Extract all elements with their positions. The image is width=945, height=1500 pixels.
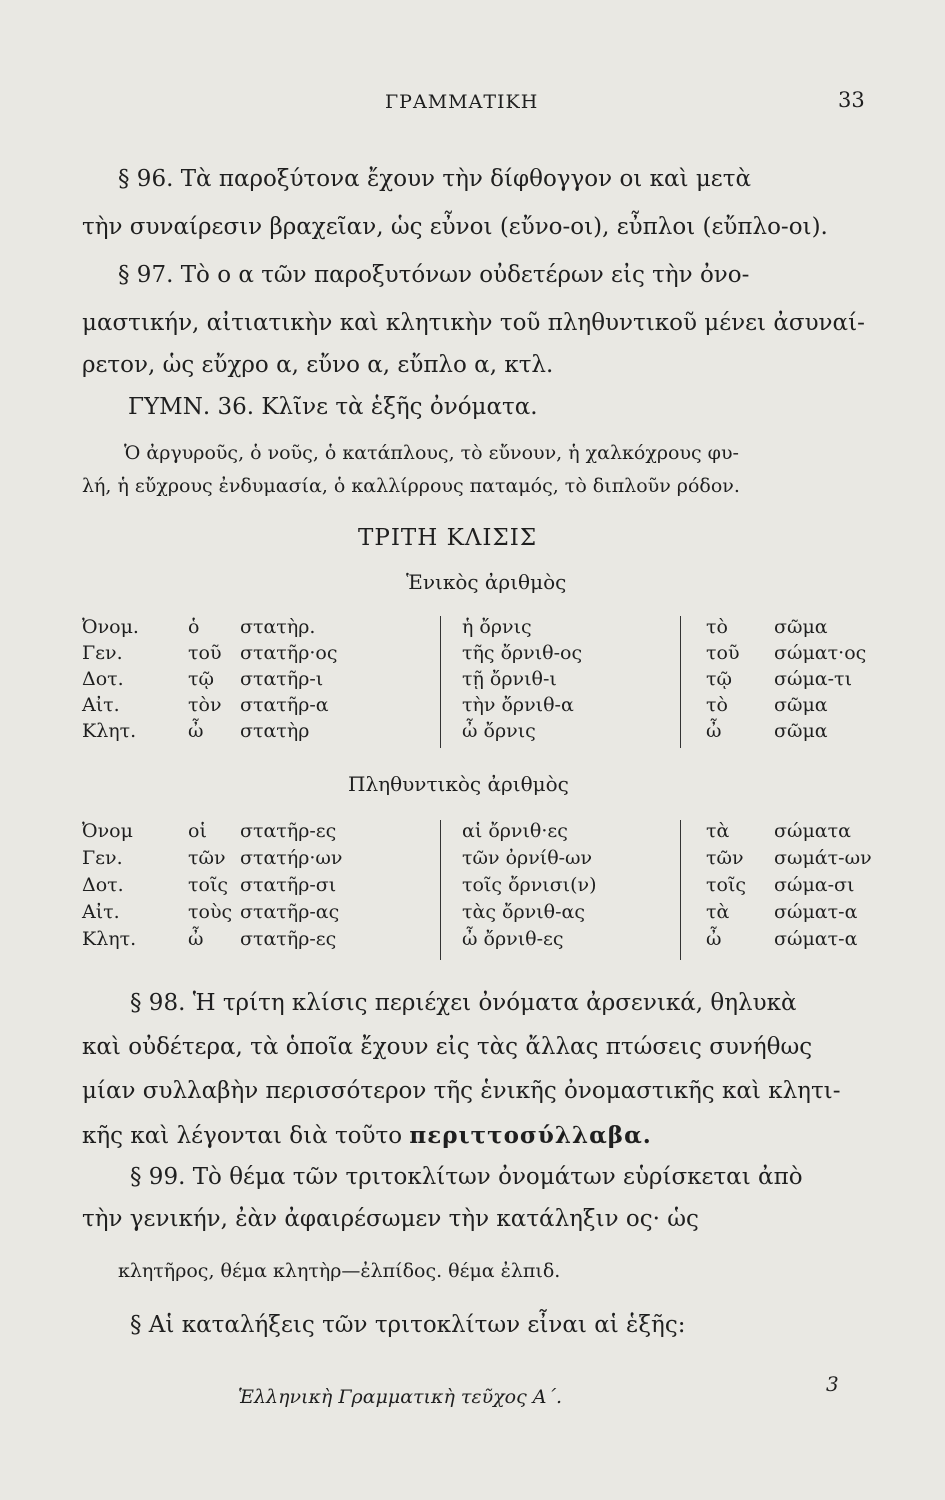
paragraph-98-line-1: § 98. Ἡ τρίτη κλίσις περιέχει ὀνόματα ἀρσενικά, θηλυκὰ bbox=[130, 990, 797, 1016]
table-cell-b: τὰς ὄρνιθ-ας bbox=[462, 901, 585, 923]
table-cell-a1: ὦ bbox=[188, 928, 204, 950]
table-cell-a2: στατήρ·ων bbox=[240, 847, 343, 869]
paragraph-97-line-3: ρετον, ὡς εὔχρο α, εὔνο α, εὔπλο α, κτλ. bbox=[82, 352, 554, 378]
table-cell-case: Δοτ. bbox=[82, 668, 124, 690]
singular-heading: Ἑνικὸς ἀριθμὸς bbox=[406, 570, 567, 594]
table-cell-a1: τοῦ bbox=[188, 642, 222, 664]
table-cell-c2: σώματ·ος bbox=[774, 642, 867, 664]
table-cell-case: Δοτ. bbox=[82, 874, 124, 896]
paragraph-99-example: κλητῆρος, θέμα κλητὴρ—ἐλπίδος. θέμα ἐλπιδ. bbox=[118, 1260, 561, 1282]
table-cell-c1: τὸ bbox=[706, 694, 728, 716]
table-cell-case: Ὀνομ. bbox=[82, 616, 139, 638]
table-cell-a2: στατὴρ bbox=[240, 720, 310, 742]
page-number: 33 bbox=[838, 88, 865, 112]
table-cell-b: τῆς ὄρνιθ-ος bbox=[462, 642, 583, 664]
table-cell-a2: στατῆρ-ι bbox=[240, 668, 324, 690]
table-cell-c2: σώμα-σι bbox=[774, 874, 855, 896]
table-cell-a2: στατῆρ·ος bbox=[240, 642, 338, 664]
footer-book-title: Ἑλληνικὴ Γραμματικὴ τεῦχος Α΄. bbox=[238, 1386, 563, 1408]
table-cell-c2: σωμάτ-ων bbox=[774, 847, 872, 869]
column-divider bbox=[440, 820, 441, 960]
table-cell-a2: στατῆρ-ες bbox=[240, 928, 337, 950]
table-cell-b: τῇ ὄρνιθ-ι bbox=[462, 668, 557, 690]
table-cell-c1: τὰ bbox=[706, 820, 730, 842]
table-cell-c1: τῶν bbox=[706, 847, 744, 869]
table-cell-c1: ὦ bbox=[706, 928, 722, 950]
table-cell-b: ὦ ὄρνιθ-ες bbox=[462, 928, 564, 950]
table-cell-case: Γεν. bbox=[82, 847, 123, 869]
table-cell-case: Κλητ. bbox=[82, 928, 137, 950]
table-cell-b: ὦ ὄρνις bbox=[462, 720, 536, 742]
table-cell-c1: τοῖς bbox=[706, 874, 747, 896]
footer-signature-mark: 3 bbox=[826, 1372, 839, 1396]
table-cell-b: τοῖς ὄρνισι(ν) bbox=[462, 874, 597, 896]
table-cell-case: Αἰτ. bbox=[82, 694, 120, 716]
table-cell-a2: στατῆρ-ας bbox=[240, 901, 340, 923]
table-cell-a2: στατῆρ-σι bbox=[240, 874, 337, 896]
table-cell-c1: ὦ bbox=[706, 720, 722, 742]
exercise-line-1: Ὁ ἀργυροῦς, ὁ νοῦς, ὁ κατάπλους, τὸ εὔνουν, ἡ χαλκόχρους φυ- bbox=[124, 442, 739, 464]
paragraph-98-line-3: μίαν συλλαβὴν περισσότερον τῆς ἑνικῆς ὀνομαστικῆς καὶ κλητι- bbox=[82, 1078, 841, 1104]
paragraph-97-line-1: § 97. Τὸ ο α τῶν παροξυτόνων οὐδετέρων εἰς τὴν ὀνο- bbox=[118, 262, 750, 288]
table-cell-c1: τὰ bbox=[706, 901, 730, 923]
plural-heading: Πληθυντικὸς ἀριθμὸς bbox=[348, 772, 569, 796]
table-cell-a1: τῶν bbox=[188, 847, 226, 869]
table-cell-c2: σῶμα bbox=[774, 720, 828, 742]
table-cell-case: Κλητ. bbox=[82, 720, 137, 742]
table-cell-c1: τὸ bbox=[706, 616, 728, 638]
table-cell-case: Αἰτ. bbox=[82, 901, 120, 923]
table-cell-a1: τοῖς bbox=[188, 874, 229, 896]
term-perittosyllaba: περιττοσύλλαβα. bbox=[409, 1122, 652, 1149]
paragraph-99-line-2: τὴν γενικήν, ἐὰν ἀφαιρέσωμεν τὴν κατάληξιν ος· ὡς bbox=[82, 1206, 699, 1232]
table-cell-b: τὴν ὄρνιθ-α bbox=[462, 694, 574, 716]
table-cell-b: τῶν ὀρνίθ-ων bbox=[462, 847, 593, 869]
paragraph-97-line-2: μαστικήν, αἰτιατικὴν καὶ κλητικὴν τοῦ πληθυντικοῦ μένει ἀσυναί- bbox=[82, 310, 865, 336]
table-cell-case: Γεν. bbox=[82, 642, 123, 664]
column-divider bbox=[680, 616, 681, 748]
table-cell-c2: σώματ-α bbox=[774, 928, 858, 950]
paragraph-98-line-2: καὶ οὐδέτερα, τὰ ὁποῖα ἔχουν εἰς τὰς ἄλλας πτώσεις συνήθως bbox=[82, 1034, 813, 1060]
table-cell-c2: σώματ-α bbox=[774, 901, 858, 923]
table-cell-c2: σῶμα bbox=[774, 616, 828, 638]
running-header: ΓΡΑΜΜΑΤΙΚΗ bbox=[385, 91, 539, 113]
table-cell-c1: τοῦ bbox=[706, 642, 740, 664]
table-cell-a1: τὸν bbox=[188, 694, 222, 716]
paragraph-96-line-1: § 96. Τὰ παροξύτονα ἔχουν τὴν δίφθογγον οι καὶ μετὰ bbox=[118, 166, 751, 192]
table-cell-b: αἱ ὄρνιθ·ες bbox=[462, 820, 568, 842]
table-cell-c2: σώματα bbox=[774, 820, 851, 842]
table-cell-a2: στατῆρ-ες bbox=[240, 820, 337, 842]
table-cell-c1: τῷ bbox=[706, 668, 733, 690]
paragraph-98-line-4-text: κῆς καὶ λέγονται διὰ τοῦτο bbox=[82, 1123, 403, 1149]
table-cell-a1: οἱ bbox=[188, 820, 207, 842]
paragraph-96-line-2: τὴν συναίρεσιν βραχεῖαν, ὡς εὖνοι (εὔνο-οι), εὖπλοι (εὔπλο-οι). bbox=[82, 214, 828, 240]
column-divider bbox=[440, 616, 441, 748]
declension-title: ΤΡΙΤΗ ΚΛΙΣΙΣ bbox=[358, 525, 538, 551]
table-cell-a1: τοὺς bbox=[188, 901, 233, 923]
table-cell-c2: σώμα-τι bbox=[774, 668, 853, 690]
table-cell-a1: ὦ bbox=[188, 720, 204, 742]
table-cell-a1: τῷ bbox=[188, 668, 215, 690]
table-cell-b: ἡ ὄρνις bbox=[462, 616, 532, 638]
table-cell-a2: στατὴρ. bbox=[240, 616, 316, 638]
table-cell-case: Ὀνομ bbox=[82, 820, 133, 842]
paragraph-98-line-4 bbox=[82, 1122, 652, 1149]
exercise-heading: ΓΥΜΝ. 36. Κλῖνε τὰ ἑξῆς ὀνόματα. bbox=[128, 394, 538, 420]
column-divider bbox=[680, 820, 681, 960]
table-cell-a1: ὁ bbox=[188, 616, 200, 638]
table-cell-c2: σῶμα bbox=[774, 694, 828, 716]
exercise-line-2: λή, ἡ εὔχρους ἐνδυμασία, ὁ καλλίρρους παταμός, τὸ διπλοῦν ρόδον. bbox=[82, 475, 740, 497]
paragraph-endings: § Αἱ καταλήξεις τῶν τριτοκλίτων εἶναι αἱ ἑξῆς: bbox=[130, 1312, 686, 1338]
table-cell-a2: στατῆρ-α bbox=[240, 694, 329, 716]
paragraph-99-line-1: § 99. Τὸ θέμα τῶν τριτοκλίτων ὀνομάτων εὑρίσκεται ἀπὸ bbox=[130, 1164, 803, 1190]
